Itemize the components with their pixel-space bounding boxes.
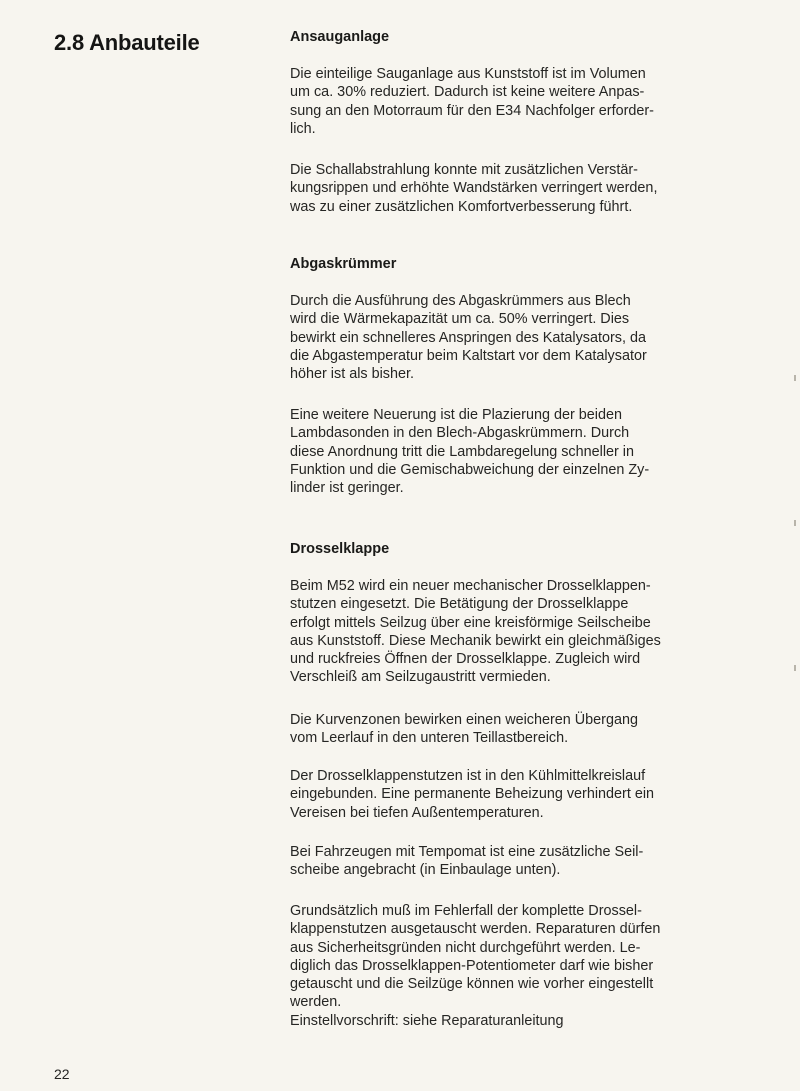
text-line: linder ist geringer.	[290, 480, 404, 497]
text-line: klappenstutzen ausgetauscht werden. Reparaturen dürfen	[290, 921, 661, 938]
text-line: diese Anordnung tritt die Lambdaregelung schneller in	[290, 443, 635, 460]
paragraph	[290, 65, 654, 138]
text-line: diglich das Drosselklappen-Potentiometer darf wie bisher	[290, 957, 654, 974]
text-line: Funktion und die Gemischabweichung der einzelnen Zy-	[290, 461, 650, 478]
text-line: Verschleiß am Seilzugaustritt vermieden.	[290, 669, 551, 686]
text-line: kungsrippen und erhöhte Wandstärken verringert werden,	[290, 180, 658, 197]
paragraph	[290, 711, 638, 748]
text-line: Lambdasonden in den Blech-Abgaskrümmern. Durch	[290, 425, 630, 442]
text-line: Bei Fahrzeugen mit Tempomat ist eine zusätzliche Seil-	[290, 844, 644, 860]
text-line: lich.	[290, 120, 316, 137]
text-line: und ruckfreies Öffnen der Drosselklappe. Zugleich wird	[290, 651, 641, 668]
paragraph	[290, 292, 647, 383]
chapter-title: 2.8 Anbauteile	[54, 30, 200, 55]
text-line: Einstellvorschrift: siehe Reparaturanleitung	[290, 1012, 564, 1029]
page-number: 22	[54, 1066, 70, 1082]
scan-mark	[794, 520, 796, 526]
paragraph	[290, 161, 657, 216]
text-line: aus Sicherheitsgründen nicht durchgeführt werden. Le-	[290, 939, 641, 956]
text-line: werden.	[290, 994, 342, 1011]
scan-mark	[794, 665, 796, 671]
text-line: Der Drosselklappenstutzen ist in den Kühlmittelkreislauf	[290, 768, 646, 784]
text-line: Durch die Ausführung des Abgaskrümmers aus Blech	[290, 293, 631, 309]
text-line: aus Kunststoff. Diese Mechanik bewirkt ein gleichmäßiges	[290, 632, 661, 649]
text-line: höher ist als bisher.	[290, 366, 414, 383]
text-line: Vereisen bei tiefen Außentemperaturen.	[290, 804, 544, 821]
text-line: scheibe angebracht (in Einbaulage unten).	[290, 862, 561, 879]
section-heading-abgaskruemmer: Abgaskrümmer	[290, 256, 397, 272]
text-line: um ca. 30% reduziert. Dadurch ist keine weitere Anpas-	[290, 84, 645, 101]
paragraph	[290, 843, 643, 880]
text-line: Grundsätzlich muß im Fehlerfall der komplette Drossel-	[290, 903, 642, 919]
paragraph	[290, 406, 649, 497]
text-line: Die Schallabstrahlung konnte mit zusätzlichen Verstär-	[290, 162, 638, 178]
text-line: Eine weitere Neuerung ist die Plazierung der beiden	[290, 407, 622, 423]
text-line: Die Kurvenzonen bewirken einen weicheren Übergang	[290, 712, 638, 728]
text-line: eingebunden. Eine permanente Beheizung verhindert ein	[290, 786, 655, 803]
text-line: Die einteilige Sauganlage aus Kunststoff ist im Volumen	[290, 66, 646, 82]
paragraph	[290, 902, 660, 1030]
text-line: die Abgastemperatur beim Kaltstart vor dem Katalysator	[290, 347, 647, 364]
text-line: Beim M52 wird ein neuer mechanischer Drosselklappen-	[290, 578, 651, 594]
text-line: was zu einer zusätzlichen Komfortverbesserung führt.	[290, 198, 633, 215]
scan-mark	[794, 375, 796, 381]
paragraph	[290, 577, 661, 687]
paragraph	[290, 767, 654, 822]
text-line: erfolgt mittels Seilzug über eine kreisförmige Seilscheibe	[290, 614, 651, 631]
section-heading-drosselklappe: Drosselklappe	[290, 541, 390, 557]
section-heading-ansauganlage: Ansauganlage	[290, 29, 390, 45]
text-line: wird die Wärmekapazität um ca. 50% verringert. Dies	[290, 311, 630, 328]
text-line: sung an den Motorraum für den E34 Nachfolger erforder-	[290, 102, 654, 119]
text-line: bewirkt ein schnelleres Anspringen des Katalysators, da	[290, 329, 646, 346]
text-line: vom Leerlauf in den unteren Teillastbereich.	[290, 730, 569, 747]
text-line: stutzen eingesetzt. Die Betätigung der Drosselklappe	[290, 596, 629, 613]
text-line: getauscht und die Seilzüge können wie vorher eingestellt	[290, 976, 654, 993]
